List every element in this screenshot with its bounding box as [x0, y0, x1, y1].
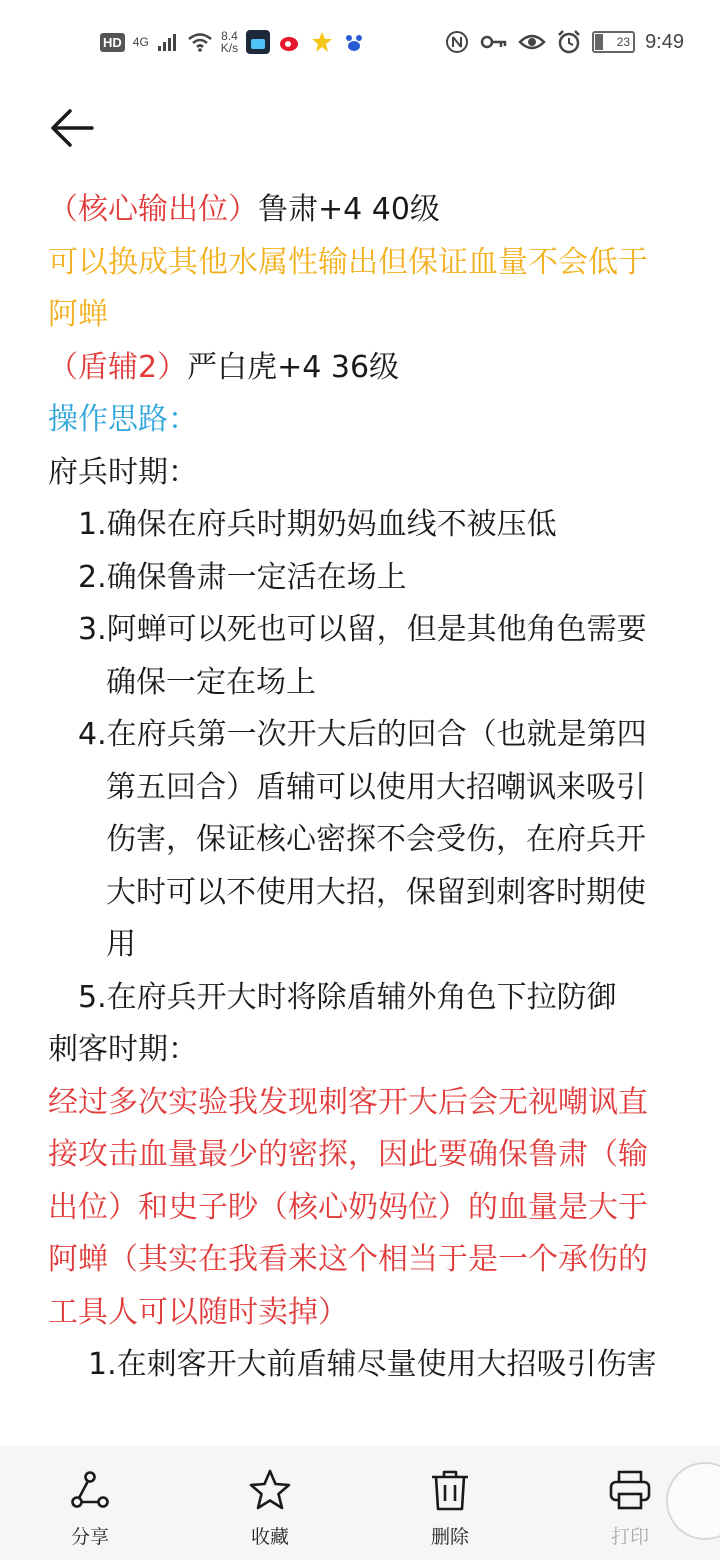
alarm-icon: [556, 29, 582, 55]
wifi-icon: [187, 32, 213, 52]
shield-support-line: [48, 342, 672, 395]
baidu-app-icon: [342, 30, 366, 54]
speed-value: 8.4: [221, 29, 238, 43]
note-orange: 可以换成其他水属性输出但保证血量不会低于阿蝉: [48, 244, 648, 332]
eye-icon: [518, 32, 546, 52]
delete-label: 删除: [430, 1526, 469, 1548]
network-label: 4G: [132, 35, 149, 49]
soldier-item-5: 5.在府兵开大时将除盾辅外角色下拉防御: [78, 979, 617, 1015]
bilibili-app-icon: [246, 30, 270, 54]
battery-indicator: [592, 31, 635, 53]
assassin-item-1: 1.在刺客开大前盾辅尽量使用大招吸引伤害: [88, 1347, 657, 1382]
operation-heading: 操作思路：: [48, 402, 198, 437]
status-bar: [0, 0, 720, 84]
nfc-icon: [444, 29, 470, 55]
assassin-phase-heading: 刺客时期：: [48, 1032, 198, 1067]
soldier-item-1: 1.确保在府兵时期奶妈血线不被压低: [78, 507, 557, 542]
soldier-phase-heading: 府兵时期：: [48, 454, 198, 490]
core-output-tag: （核心输出位）: [48, 192, 258, 227]
signal-icon: [157, 32, 179, 52]
delete-button[interactable]: [360, 1446, 540, 1560]
battery-level: 23: [616, 35, 631, 49]
status-right: [444, 24, 684, 60]
share-label: 分享: [70, 1526, 109, 1548]
share-icon: [68, 1468, 112, 1512]
clock: 9:49: [645, 30, 684, 53]
favorite-button[interactable]: [180, 1446, 360, 1560]
favorite-label: 收藏: [250, 1526, 289, 1548]
core-output-line: [48, 184, 672, 237]
key-icon: [480, 32, 508, 52]
star-app-icon: [310, 30, 334, 54]
speed-unit: K/s: [220, 41, 239, 55]
soldier-item-4: 4.在府兵第一次开大后的回合（也就是第四第五回合）盾辅可以使用大招嘲讽来吸引伤害，保证核心密探不会受伤，在府兵开大时可以不使用大招，保留到刺客时期使用: [78, 717, 647, 962]
note-content: [48, 184, 672, 1392]
trash-icon: [428, 1468, 472, 1512]
soldier-item-2: 2.确保鲁肃一定活在场上: [78, 559, 407, 595]
bottom-toolbar: [0, 1446, 720, 1560]
status-left: [100, 24, 366, 60]
soldier-item-3: 3.阿蝉可以死也可以留，但是其他角色需要确保一定在场上: [78, 612, 647, 700]
core-output-text: 鲁肃+4 40级: [258, 192, 440, 227]
network-type: [133, 36, 149, 48]
print-label: 打印: [610, 1526, 649, 1548]
weibo-app-icon: [278, 30, 302, 54]
star-icon: [248, 1468, 292, 1512]
back-arrow-icon: [50, 108, 94, 148]
network-speed: [221, 30, 238, 54]
shield-support-text: 严白虎+4 36级: [187, 349, 400, 385]
battery-fill: [595, 34, 603, 50]
back-button[interactable]: [44, 100, 100, 156]
shield-support-tag: （盾辅2）: [48, 349, 188, 385]
share-button[interactable]: [0, 1446, 180, 1560]
printer-icon: [608, 1468, 652, 1512]
hd-badge: HD: [100, 33, 125, 52]
note-red: 经过多次实验我发现刺客开大后会无视嘲讽直接攻击血量最少的密探，因此要确保鲁肃（输出位）和史子眇（核心奶妈位）的血量是大于阿蝉（其实在我看来这个相当于是一个承伤的工具人可以随时卖掉）: [48, 1084, 648, 1330]
